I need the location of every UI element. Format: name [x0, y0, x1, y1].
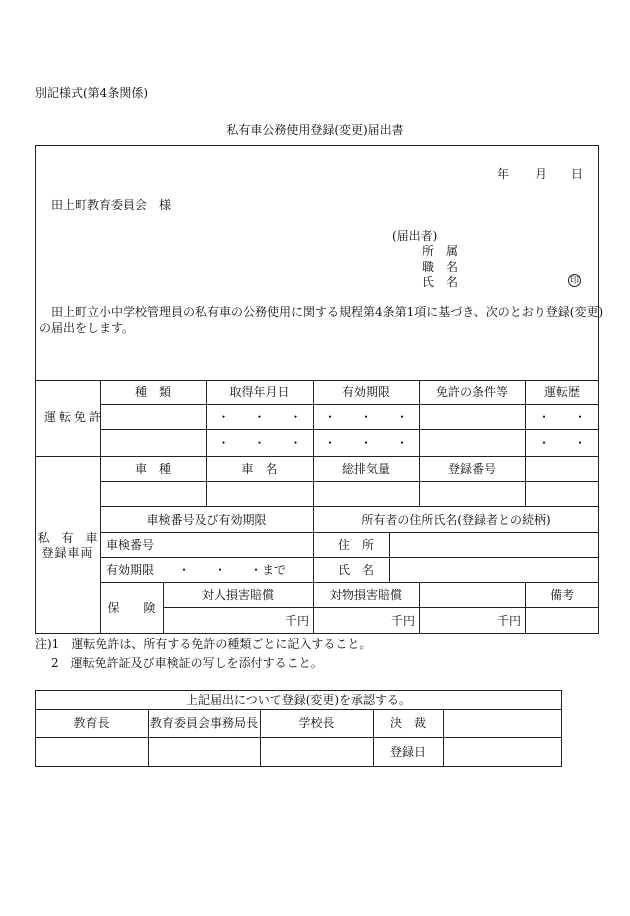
- license-row2-acquired-dots: ・ ・ ・: [217, 436, 302, 450]
- insurance-bodily-header: 対人損害賠償: [201, 588, 274, 602]
- license-row2-expiry-dots: ・ ・ ・: [323, 436, 408, 450]
- date-day: 日: [571, 167, 584, 181]
- approval-col-bureau-chief: 教育委員会事務局長: [149, 716, 258, 730]
- vehicle-section-label-1: 私 有 車: [37, 531, 98, 545]
- approval-decision-label: 決 裁: [389, 716, 426, 730]
- inspection-number-label: 車検番号: [106, 538, 155, 552]
- vehicle-col-name: 車 名: [241, 462, 278, 476]
- license-col-acquired: 取得年月日: [229, 385, 290, 399]
- statement-line1: 田上町立小中学校管理員の私有車の公務使用に関する規程第4条第1項に基づき、次のとおり登録(変更): [51, 305, 604, 319]
- license-row1-acquired-dots: ・ ・ ・: [217, 410, 302, 424]
- owner-address-label: 住 所: [338, 538, 375, 552]
- rule-insurance-header: [163, 607, 599, 608]
- license-col-type: 種 類: [134, 385, 171, 399]
- vehicle-col-displacement: 総排気量: [341, 462, 390, 476]
- rule-owner-col: [313, 557, 314, 582]
- license-col-history: 運転歴: [543, 385, 580, 399]
- approval-registration-date-label: 登録日: [389, 745, 426, 759]
- rule-vehicle-col4: [525, 456, 526, 506]
- rule-vehicle-top: [35, 456, 599, 457]
- applicant-position: 職 名: [422, 260, 459, 274]
- vehicle-col-registration: 登録番号: [447, 462, 496, 476]
- validity-label: 有効期限 ・ ・ ・まで: [106, 563, 287, 577]
- form-label: 別記様式(第4条関係): [35, 86, 148, 100]
- license-col-expiry: 有効期限: [341, 385, 390, 399]
- license-row2-history-dots: ・ ・: [537, 436, 586, 450]
- applicant-label: (届出者): [392, 229, 438, 243]
- applicant-affiliation: 所 属: [422, 244, 459, 258]
- rule-vehicle-row1: [100, 506, 599, 507]
- approval-col-principal: 学校長: [298, 716, 335, 730]
- rule-inspection-header: [100, 532, 599, 533]
- property-unit: 千円: [391, 614, 416, 628]
- note-1: 注)1 運転免許は、所有する免許の種類ごとに記入すること。: [35, 637, 372, 651]
- vehicle-section-label-2: 登録車両: [41, 546, 94, 560]
- insurance-label: 保 険: [107, 601, 156, 615]
- other-unit: 千円: [497, 614, 522, 628]
- license-row1-expiry-dots: ・ ・ ・: [323, 410, 408, 424]
- applicant-name: 氏 名: [422, 275, 459, 289]
- owner-header: 所有者の住所氏名(登録者との続柄): [361, 513, 551, 527]
- rule-insurance-col2: [419, 582, 420, 634]
- rule-owner-label-col: [389, 532, 390, 582]
- rule-approval-decision: [373, 737, 562, 738]
- insurance-property-header: 対物損害賠償: [329, 588, 402, 602]
- inspection-header: 車検番号及び有効期限: [146, 513, 267, 527]
- form-title: 私有車公務使用登録(変更)届出書: [226, 123, 404, 137]
- statement-line2: の届出をします。: [39, 321, 135, 335]
- vehicle-col-type: 車 種: [134, 462, 171, 476]
- rule-inspection-row: [100, 557, 599, 558]
- addressee: 田上町教育委員会 様: [51, 198, 172, 212]
- date-year: 年: [497, 167, 510, 181]
- license-row1-history-dots: ・ ・: [537, 410, 586, 424]
- approval-col-superintendent: 教育長: [73, 716, 110, 730]
- license-section-label: 運転免許: [44, 410, 105, 424]
- rule-license-top: [35, 380, 599, 381]
- owner-name-label: 氏 名: [338, 563, 375, 577]
- seal-mark: 印: [569, 276, 579, 286]
- note-2: 2 運転免許証及び車検証の写しを添付すること。: [51, 656, 323, 670]
- rule-approval-col4: [443, 709, 444, 767]
- remarks-header: 備考: [549, 588, 574, 602]
- license-col-conditions: 免許の条件等: [435, 385, 508, 399]
- date-month: 月: [535, 167, 548, 181]
- bodily-unit: 千円: [285, 614, 310, 628]
- rule-approval-title: [35, 709, 562, 710]
- approval-title: 上記届出について登録(変更)を承認する。: [185, 693, 412, 707]
